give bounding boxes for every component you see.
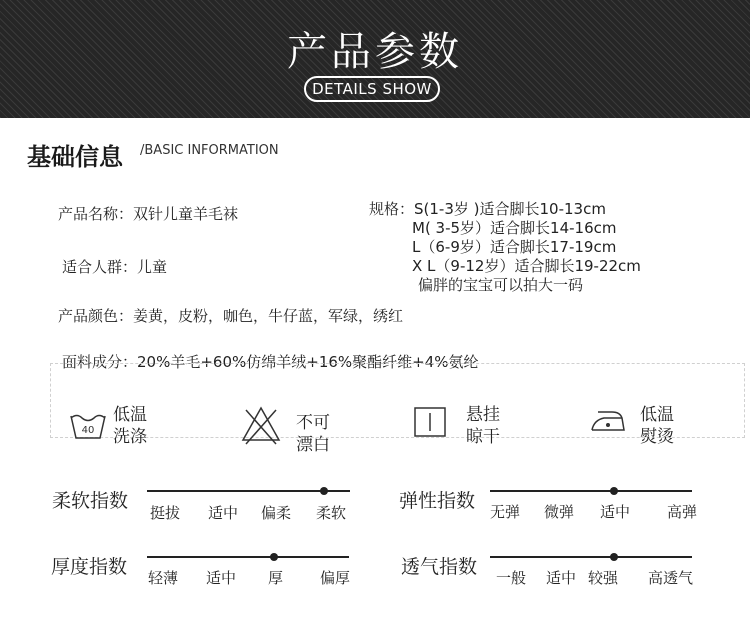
care-label: 漂白: [296, 435, 330, 455]
size-line-m: M( 3-5岁）适合脚长14-16cm: [412, 219, 617, 237]
size-note: 偏胖的宝宝可以拍大一码: [418, 276, 584, 294]
elasticity-option: 高弹: [667, 503, 698, 521]
product-colors: 产品颜色：姜黄，皮粉，咖色，牛仔蓝，军绿，绣红: [58, 307, 404, 325]
thickness-option: 适中: [206, 569, 237, 587]
breathability-option: 适中: [546, 569, 577, 587]
care-label: 低温: [113, 405, 147, 425]
hang-dry-icon: [413, 404, 447, 438]
care-label: 悬挂: [466, 405, 500, 425]
breathability-marker: [610, 553, 618, 561]
thickness-marker: [270, 553, 278, 561]
target-audience: 适合人群：儿童: [62, 258, 168, 276]
care-item-dry: [413, 404, 553, 452]
details-show-badge: DETAILS SHOW: [304, 76, 440, 102]
thickness-option: 厚: [268, 569, 284, 587]
breathability-title: 透气指数: [401, 556, 478, 578]
elasticity-title: 弹性指数: [399, 490, 476, 512]
size-line-l: L（6-9岁）适合脚长17-19cm: [412, 238, 617, 256]
softness-marker: [320, 487, 328, 495]
care-label: 不可: [296, 413, 330, 433]
softness-title: 柔软指数: [52, 490, 129, 512]
elasticity-option: 微弹: [544, 503, 575, 521]
softness-option: 挺拔: [150, 504, 181, 522]
care-item-bleach: [240, 404, 380, 455]
breathability-option: 一般: [496, 569, 527, 587]
care-item-wash: [68, 404, 208, 452]
size-line-xl: X L（9-12岁）适合脚长19-22cm: [412, 257, 641, 275]
section-subtitle: /BASIC INFORMATION: [140, 143, 279, 158]
care-label: 晾干: [466, 427, 500, 447]
wash-temp-label: 40: [81, 425, 95, 436]
thickness-option: 偏厚: [320, 569, 351, 587]
care-label: 熨烫: [640, 427, 674, 447]
breathability-option: 较强: [588, 569, 619, 587]
elasticity-scale: [490, 490, 692, 492]
section-title: 基础信息: [27, 143, 123, 171]
softness-option: 适中: [208, 504, 239, 522]
softness-option: 柔软: [316, 504, 347, 522]
care-label: 洗涤: [113, 427, 147, 447]
size-line-s: 规格：S(1-3岁 )适合脚长10-13cm: [369, 200, 606, 218]
product-name: 产品名称：双针儿童羊毛袜: [58, 205, 239, 223]
thickness-title: 厚度指数: [51, 556, 128, 578]
elasticity-option: 无弹: [490, 503, 521, 521]
low-iron-icon: [588, 404, 628, 438]
thickness-scale: [147, 556, 349, 558]
wash-40-icon: [68, 404, 108, 444]
care-item-iron: [588, 404, 728, 452]
softness-option: 偏柔: [261, 504, 292, 522]
no-bleach-icon: [240, 404, 282, 446]
thickness-option: 轻薄: [148, 569, 179, 587]
care-label: 低温: [640, 405, 674, 425]
elasticity-marker: [610, 487, 618, 495]
breathability-option: 高透气: [648, 569, 694, 587]
elasticity-option: 适中: [600, 503, 631, 521]
banner-title: 产品参数: [287, 29, 463, 75]
breathability-scale: [490, 556, 692, 558]
material-composition: 面料成分：20%羊毛+60%仿绵羊绒+16%聚酯纤维+4%氨纶: [62, 353, 479, 371]
